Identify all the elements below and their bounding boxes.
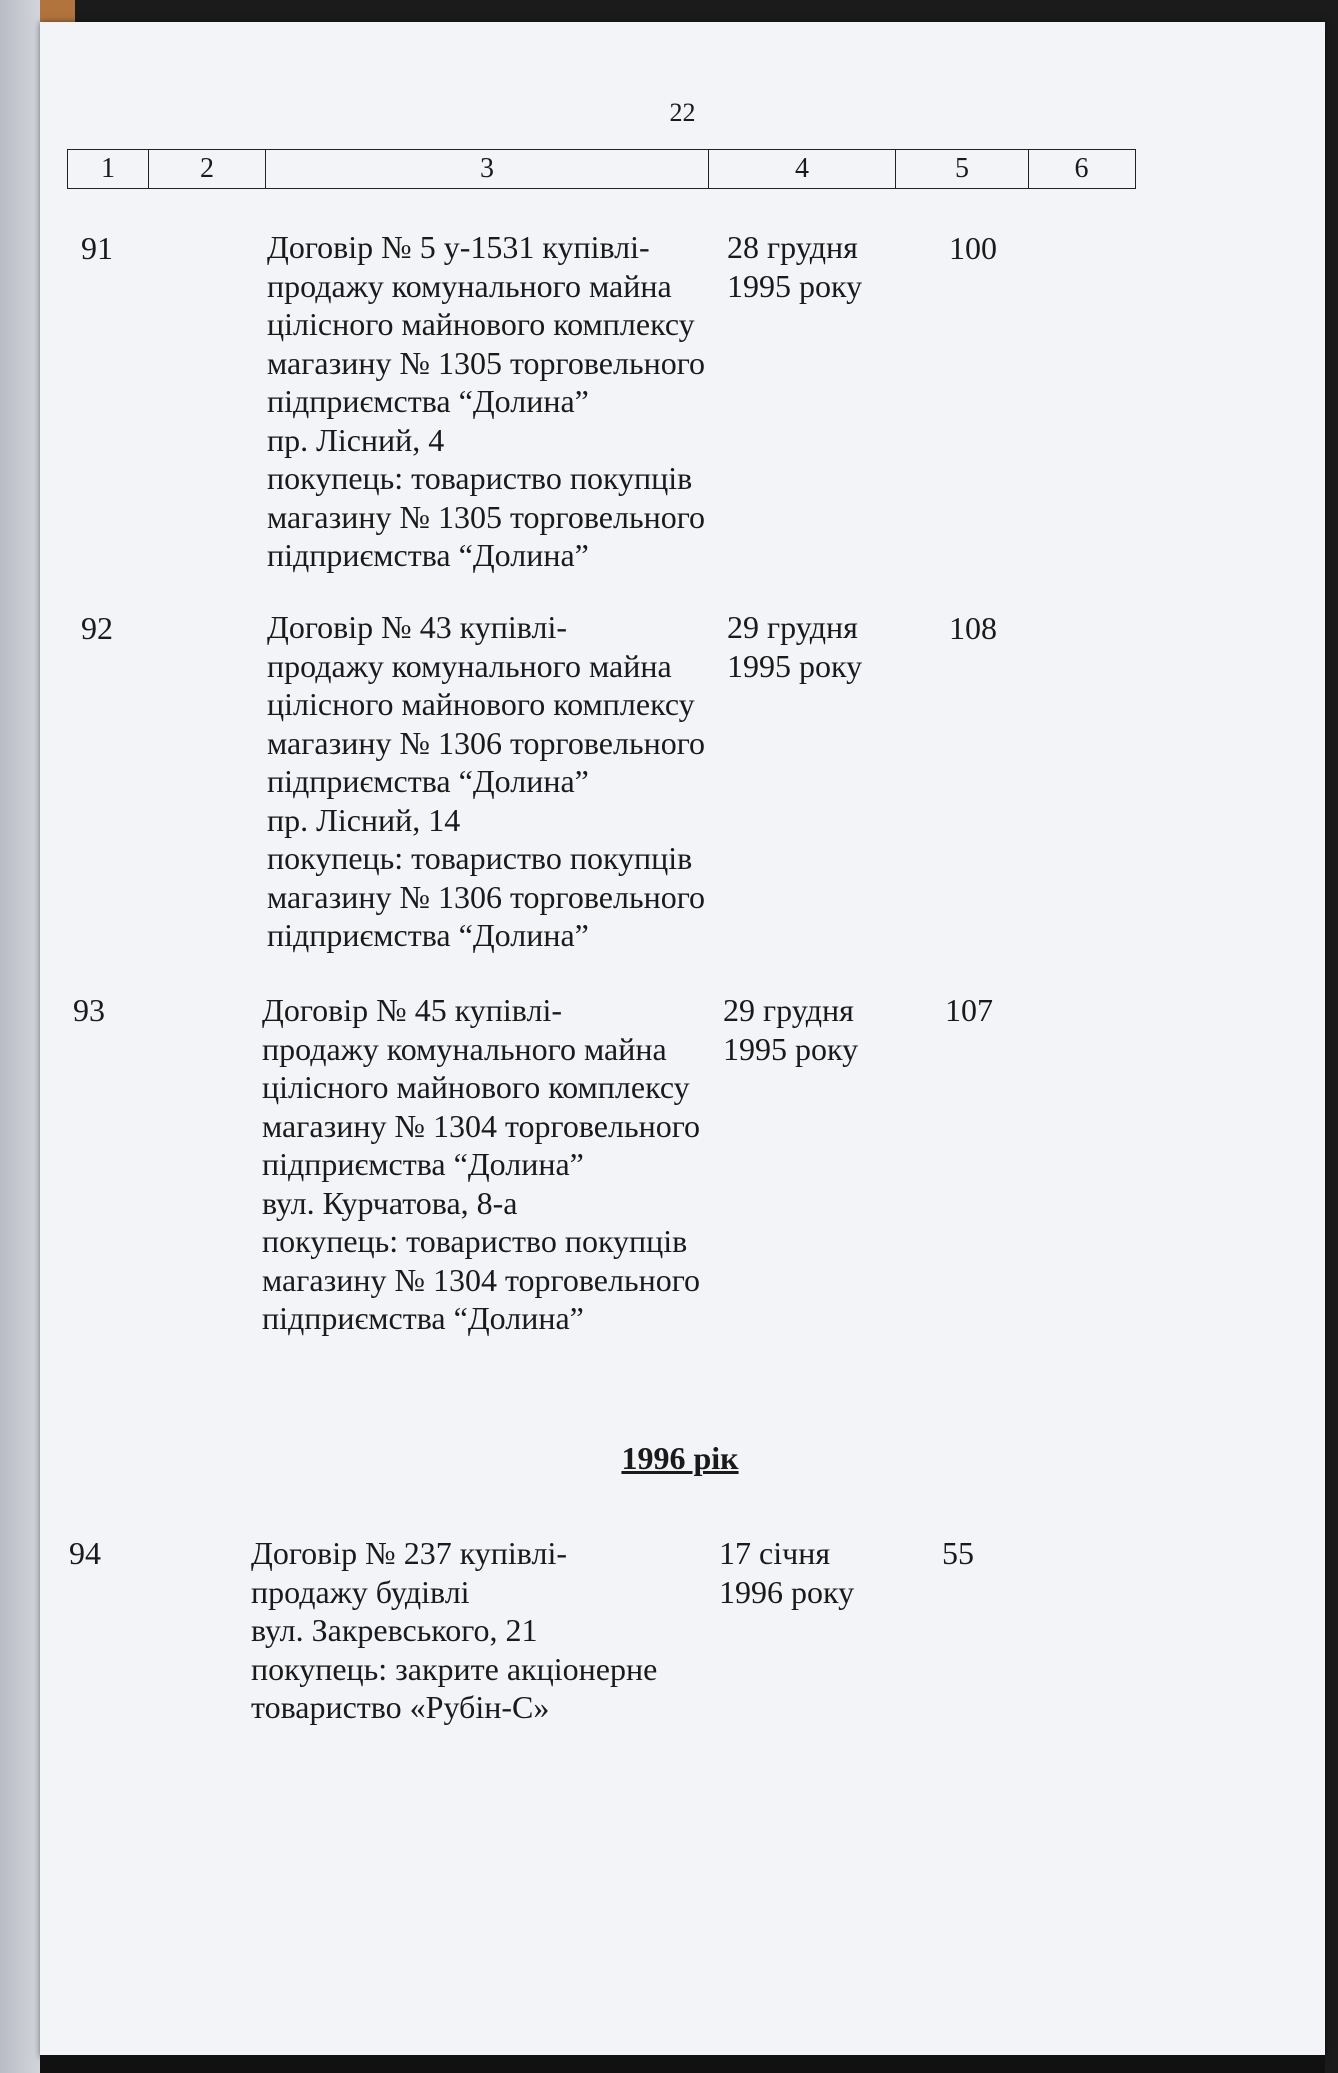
entry-value: 107	[945, 992, 993, 1028]
entry-date: 28 грудня 1995 року	[727, 229, 863, 304]
column-header-3: 3	[266, 150, 709, 188]
entry-description: Договір № 45 купівлі- продажу комунального майна цілісного майнового комплексу магазину № 1304 торговельного підприємства “Долина” вул. Курчатова, 8-а покупець: товариство покупців магазину № 1304 торговельного підприємства “Долина”	[262, 992, 701, 1336]
column-header-4: 4	[709, 150, 896, 188]
section-title-1996: 1996 рік	[621, 1440, 739, 1476]
entry-value: 100	[949, 230, 997, 266]
entry-date: 29 грудня 1995 року	[727, 609, 863, 684]
column-header-6: 6	[1074, 153, 1089, 184]
column-header-1: 1	[68, 150, 149, 188]
scan-bottom-edge	[40, 2055, 1325, 2073]
column-header-5: 5	[896, 150, 1029, 188]
column-header-table	[67, 149, 1136, 189]
entry-value: 108	[949, 610, 997, 646]
entry-number: 91	[81, 230, 113, 266]
document-page	[40, 22, 1325, 2057]
entry-value: 55	[942, 1535, 974, 1571]
page-number: 22	[669, 98, 696, 127]
entry-description: Договір № 237 купівлі- продажу будівлі вул. Закревського, 21 покупець: закрите акціонерне товариство «Рубін-С»	[251, 1535, 658, 1725]
entry-number: 94	[69, 1535, 101, 1571]
entry-description: Договір № 5 у-1531 купівлі- продажу комунального майна цілісного майнового комплексу магазину № 1305 торговельного підприємства “Долина” пр. Лісний, 4 покупець: товариство покупців магазину № 1305 торговельного підприємства “Долина”	[267, 229, 706, 573]
entry-number: 92	[81, 610, 113, 646]
entry-description: Договір № 43 купівлі- продажу комунального майна цілісного майнового комплексу магазину № 1306 торговельного підприємства “Долина” пр. Лісний, 14 покупець: товариство покупців магазину № 1306 торговельного підприємства “Долина”	[267, 609, 706, 953]
entry-number: 93	[73, 992, 105, 1028]
column-header-2: 2	[149, 150, 266, 188]
entry-date: 17 січня 1996 року	[719, 1535, 855, 1610]
entry-date: 29 грудня 1995 року	[723, 992, 859, 1067]
